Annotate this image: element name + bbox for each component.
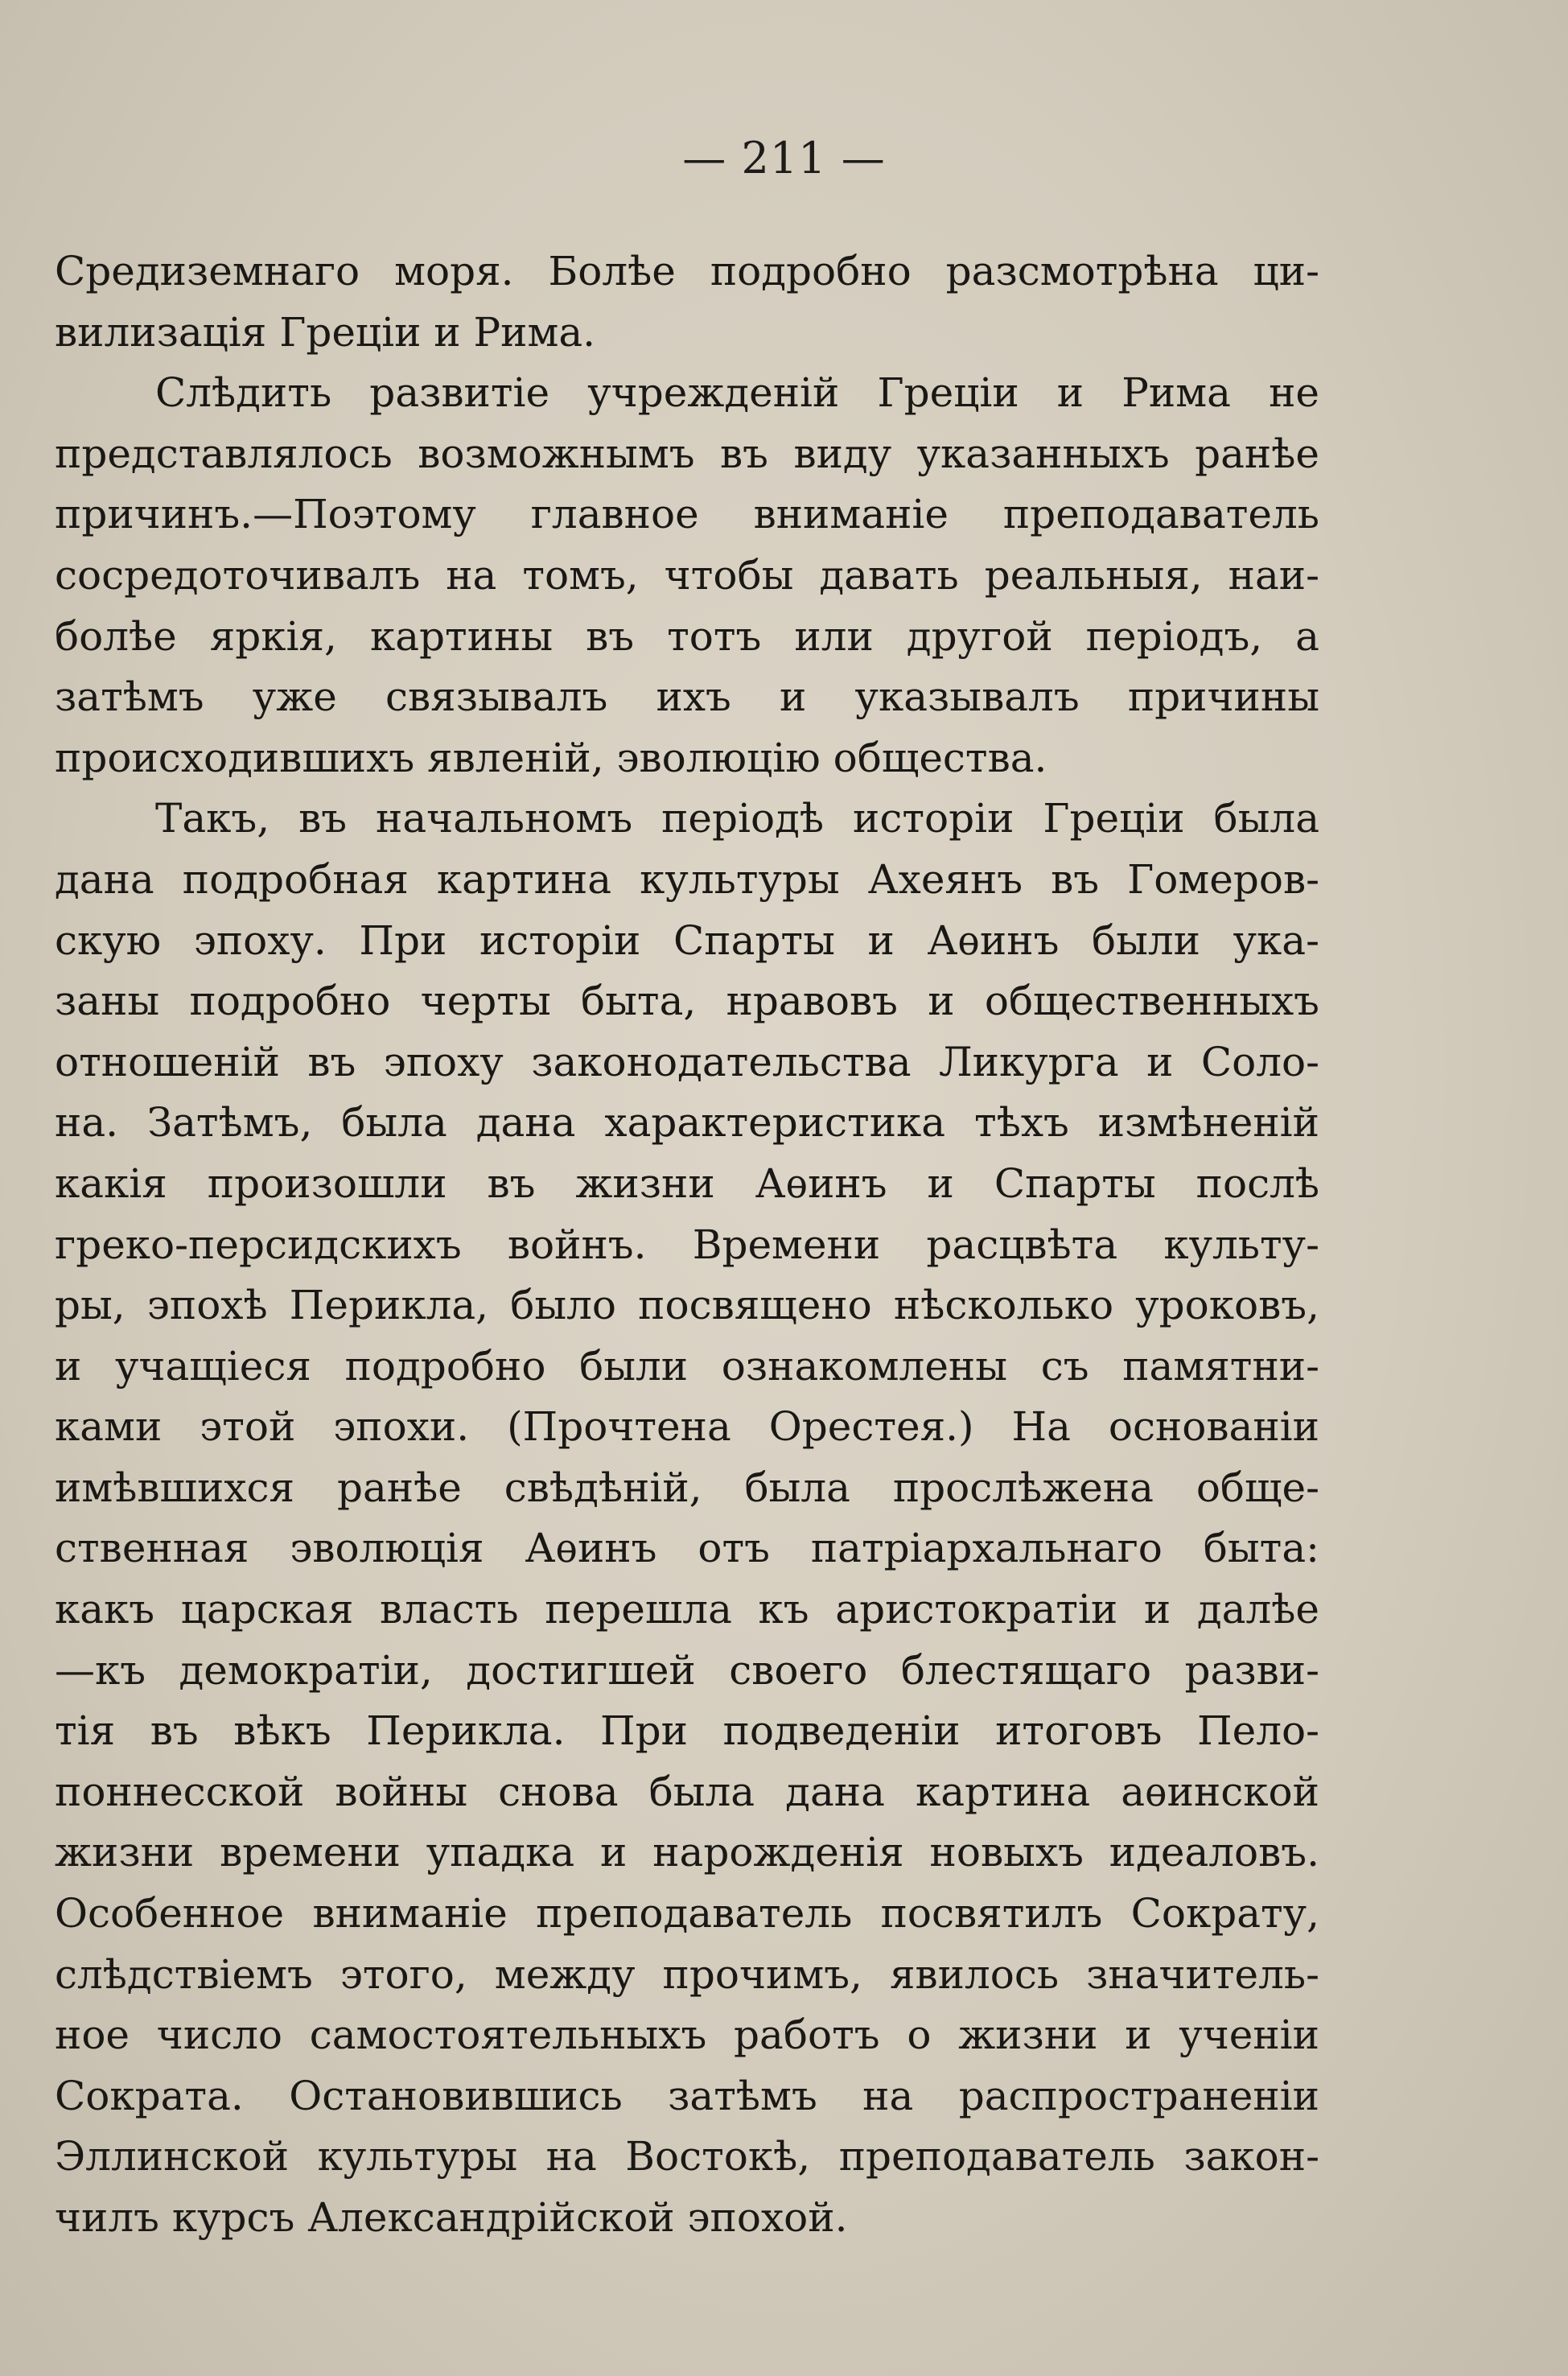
text-line: какъ царская власть перешла къ аристократіи и далѣе: [55, 1586, 1319, 1633]
text-line: причинъ.—Поэтому главное вниманіе преподаватель: [55, 491, 1319, 538]
body-text: [55, 241, 1319, 2249]
text-line: представлялось возможнымъ въ виду указанныхъ ранѣе: [55, 430, 1319, 477]
text-line: болѣе яркія, картины въ тотъ или другой періодъ, а: [55, 612, 1319, 660]
text-line: заны подробно черты быта, нравовъ и общественныхъ: [55, 978, 1319, 1025]
text-line: Сократа. Остановившись затѣмъ на распространеніи: [55, 2072, 1319, 2119]
text-line: имѣвшихся ранѣе свѣдѣній, была прослѣжена обще-: [55, 1464, 1319, 1511]
text-line: —къ демократіи, достигшей своего блестящаго разви-: [55, 1646, 1319, 1694]
text-line: чилъ курсъ Александрійской эпохой.: [55, 2194, 848, 2241]
text-line: Особенное вниманіе преподаватель посвятилъ Сократу,: [55, 1890, 1319, 1937]
text-line: вилизація Греціи и Рима.: [55, 308, 596, 356]
text-line: ры, эпохѣ Перикла, было посвящено нѣсколько уроковъ,: [55, 1282, 1319, 1329]
page-number: — 211 —: [682, 133, 886, 183]
text-line: какія произошли въ жизни Аѳинъ и Спарты послѣ: [55, 1159, 1319, 1207]
text-line: Эллинской культуры на Востокѣ, преподаватель закон-: [55, 2133, 1319, 2180]
text-line: сосредоточивалъ на томъ, чтобы давать реальныя, наи-: [55, 551, 1319, 599]
text-line: затѣмъ уже связывалъ ихъ и указывалъ причины: [55, 673, 1319, 721]
text-line: отношеній въ эпоху законодательства Ликурга и Соло-: [55, 1038, 1319, 1085]
text-line: жизни времени упадка и нарожденія новыхъ идеаловъ.: [55, 1829, 1319, 1876]
text-line: дана подробная картина культуры Ахеянъ въ Гомеров-: [55, 855, 1319, 903]
text-line: Такъ, въ начальномъ періодѣ исторіи Греціи была: [155, 795, 1319, 842]
text-line: скую эпоху. При исторіи Спарты и Аѳинъ были ука-: [55, 916, 1319, 964]
text-line: ственная эволюція Аѳинъ отъ патріархальнаго быта:: [55, 1525, 1319, 1572]
text-line: происходившихъ явленій, эволюцію общества.: [55, 734, 1047, 781]
text-line: ками этой эпохи. (Прочтена Орестея.) На основаніи: [55, 1403, 1319, 1451]
text-line: Слѣдить развитіе учрежденій Греціи и Рима не: [155, 369, 1319, 417]
text-line: ное число самостоятельныхъ работъ о жизни и ученіи: [55, 2012, 1319, 2059]
text-line: Средиземнаго моря. Болѣе подробно разсмотрѣна ци-: [55, 248, 1319, 294]
text-line: и учащіеся подробно были ознакомлены съ памятни-: [55, 1342, 1319, 1390]
text-line: греко-персидскихъ войнъ. Времени расцвѣта культу-: [55, 1221, 1319, 1268]
text-line: слѣдствіемъ этого, между прочимъ, явилось значитель-: [55, 1950, 1319, 1998]
text-line: на. Затѣмъ, была дана характеристика тѣхъ измѣненій: [55, 1099, 1319, 1147]
text-line: тія въ вѣкъ Перикла. При подведеніи итоговъ Пело-: [55, 1707, 1319, 1755]
text-line: поннесской войны снова была дана картина аѳинской: [55, 1768, 1319, 1815]
